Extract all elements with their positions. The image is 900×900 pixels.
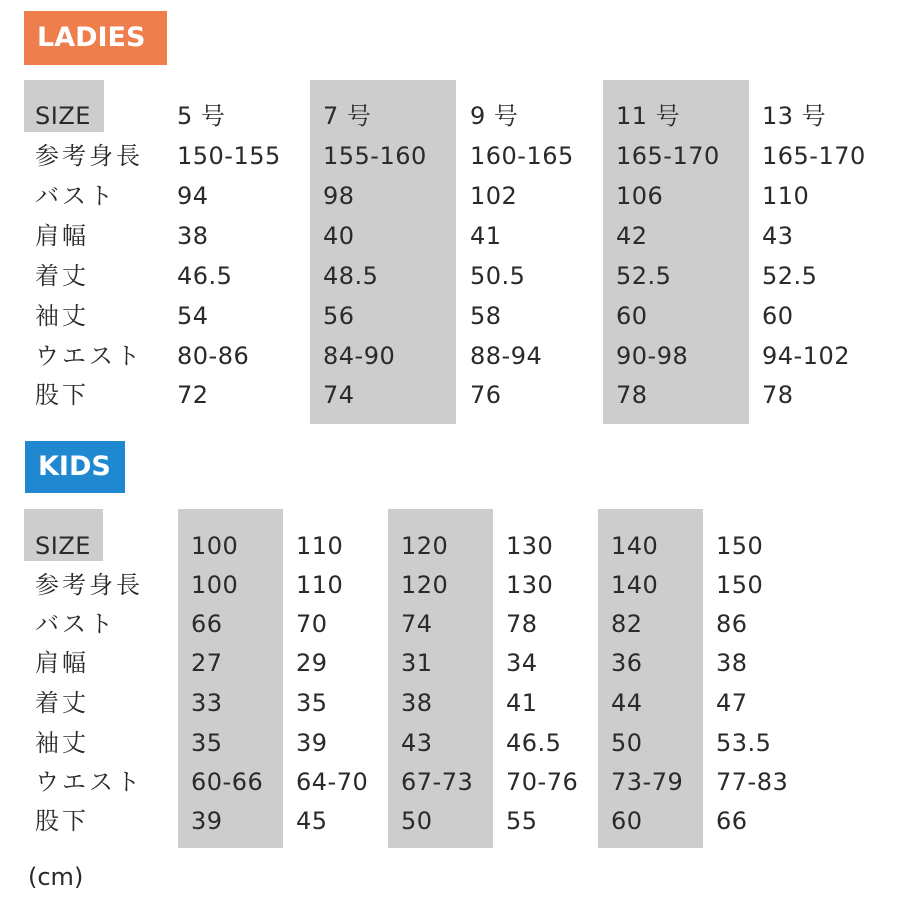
ladies-cell-sleeve: 56	[323, 302, 355, 330]
kids-cell-size: 110	[296, 532, 344, 560]
kids-cell-length: 38	[401, 689, 433, 717]
kids-row-label-inseam: 股下	[35, 807, 89, 835]
kids-badge: KIDS	[25, 441, 125, 493]
ladies-cell-bust: 102	[470, 182, 518, 210]
ladies-row-label-shoulder: 肩幅	[35, 222, 89, 250]
ladies-cell-size: 9 号	[470, 102, 519, 130]
ladies-cell-height: 160-165	[470, 142, 574, 170]
kids-cell-size: 150	[716, 532, 764, 560]
ladies-cell-bust: 98	[323, 182, 355, 210]
ladies-cell-length: 52.5	[616, 262, 672, 290]
ladies-cell-size: 7 号	[323, 102, 372, 130]
kids-row-label-height: 参考身長	[35, 571, 143, 599]
ladies-row-label-height: 参考身長	[35, 142, 143, 170]
kids-cell-sleeve: 53.5	[716, 729, 772, 757]
kids-cell-bust: 66	[191, 610, 223, 638]
kids-cell-inseam: 55	[506, 807, 538, 835]
kids-cell-shoulder: 31	[401, 649, 433, 677]
kids-row-label-bust: バスト	[35, 610, 116, 638]
ladies-cell-size: 5 号	[177, 102, 226, 130]
kids-cell-bust: 86	[716, 610, 748, 638]
kids-cell-bust: 74	[401, 610, 433, 638]
kids-cell-size: 100	[191, 532, 239, 560]
kids-cell-inseam: 60	[611, 807, 643, 835]
ladies-cell-shoulder: 40	[323, 222, 355, 250]
ladies-row-label-inseam: 股下	[35, 381, 89, 409]
kids-cell-shoulder: 36	[611, 649, 643, 677]
kids-cell-inseam: 66	[716, 807, 748, 835]
kids-cell-length: 41	[506, 689, 538, 717]
ladies-cell-waist: 94-102	[762, 342, 851, 370]
kids-cell-bust: 82	[611, 610, 643, 638]
ladies-cell-size: 13 号	[762, 102, 827, 130]
ladies-cell-length: 46.5	[177, 262, 233, 290]
kids-cell-height: 120	[401, 571, 449, 599]
ladies-row-label-sleeve: 袖丈	[35, 302, 89, 330]
ladies-cell-waist: 84-90	[323, 342, 396, 370]
ladies-cell-height: 165-170	[616, 142, 720, 170]
kids-cell-waist: 70-76	[506, 768, 579, 796]
kids-cell-bust: 70	[296, 610, 328, 638]
ladies-cell-length: 52.5	[762, 262, 818, 290]
kids-cell-sleeve: 39	[296, 729, 328, 757]
kids-row-label-waist: ウエスト	[35, 768, 143, 796]
ladies-cell-sleeve: 60	[616, 302, 648, 330]
kids-cell-sleeve: 50	[611, 729, 643, 757]
ladies-column-highlight	[310, 80, 456, 424]
unit-note: (cm)	[28, 863, 84, 891]
ladies-cell-sleeve: 58	[470, 302, 502, 330]
kids-cell-waist: 60-66	[191, 768, 264, 796]
ladies-cell-height: 165-170	[762, 142, 866, 170]
ladies-cell-shoulder: 42	[616, 222, 648, 250]
kids-row-label-size: SIZE	[35, 532, 91, 560]
kids-cell-waist: 77-83	[716, 768, 789, 796]
kids-cell-waist: 64-70	[296, 768, 369, 796]
ladies-cell-inseam: 76	[470, 381, 502, 409]
ladies-cell-bust: 110	[762, 182, 810, 210]
ladies-cell-shoulder: 38	[177, 222, 209, 250]
kids-cell-bust: 78	[506, 610, 538, 638]
ladies-cell-inseam: 78	[616, 381, 648, 409]
kids-row-label-sleeve: 袖丈	[35, 729, 89, 757]
kids-cell-waist: 73-79	[611, 768, 684, 796]
ladies-cell-waist: 88-94	[470, 342, 543, 370]
kids-cell-length: 33	[191, 689, 223, 717]
kids-cell-length: 35	[296, 689, 328, 717]
ladies-cell-height: 150-155	[177, 142, 281, 170]
ladies-row-label-waist: ウエスト	[35, 342, 143, 370]
kids-cell-size: 120	[401, 532, 449, 560]
kids-cell-height: 100	[191, 571, 239, 599]
kids-cell-inseam: 50	[401, 807, 433, 835]
kids-cell-sleeve: 35	[191, 729, 223, 757]
kids-cell-height: 140	[611, 571, 659, 599]
ladies-cell-waist: 80-86	[177, 342, 250, 370]
ladies-badge: LADIES	[24, 11, 167, 65]
kids-cell-size: 130	[506, 532, 554, 560]
kids-cell-length: 47	[716, 689, 748, 717]
kids-cell-shoulder: 34	[506, 649, 538, 677]
kids-cell-height: 150	[716, 571, 764, 599]
ladies-column-highlight	[603, 80, 749, 424]
ladies-row-label-bust: バスト	[35, 182, 116, 210]
kids-cell-size: 140	[611, 532, 659, 560]
ladies-row-label-size: SIZE	[35, 102, 91, 130]
ladies-cell-inseam: 78	[762, 381, 794, 409]
ladies-cell-sleeve: 60	[762, 302, 794, 330]
ladies-cell-length: 50.5	[470, 262, 526, 290]
ladies-cell-bust: 94	[177, 182, 209, 210]
kids-cell-inseam: 39	[191, 807, 223, 835]
ladies-cell-size: 11 号	[616, 102, 681, 130]
ladies-cell-waist: 90-98	[616, 342, 689, 370]
kids-cell-shoulder: 38	[716, 649, 748, 677]
ladies-cell-bust: 106	[616, 182, 664, 210]
ladies-cell-shoulder: 43	[762, 222, 794, 250]
kids-cell-inseam: 45	[296, 807, 328, 835]
kids-row-label-shoulder: 肩幅	[35, 649, 89, 677]
kids-cell-shoulder: 29	[296, 649, 328, 677]
kids-row-label-length: 着丈	[35, 689, 89, 717]
kids-cell-sleeve: 43	[401, 729, 433, 757]
kids-cell-shoulder: 27	[191, 649, 223, 677]
ladies-row-label-length: 着丈	[35, 262, 89, 290]
ladies-cell-height: 155-160	[323, 142, 427, 170]
ladies-cell-shoulder: 41	[470, 222, 502, 250]
ladies-cell-inseam: 72	[177, 381, 209, 409]
kids-cell-waist: 67-73	[401, 768, 474, 796]
kids-cell-height: 130	[506, 571, 554, 599]
kids-cell-sleeve: 46.5	[506, 729, 562, 757]
kids-cell-length: 44	[611, 689, 643, 717]
ladies-cell-inseam: 74	[323, 381, 355, 409]
ladies-cell-sleeve: 54	[177, 302, 209, 330]
kids-cell-height: 110	[296, 571, 344, 599]
ladies-cell-length: 48.5	[323, 262, 379, 290]
